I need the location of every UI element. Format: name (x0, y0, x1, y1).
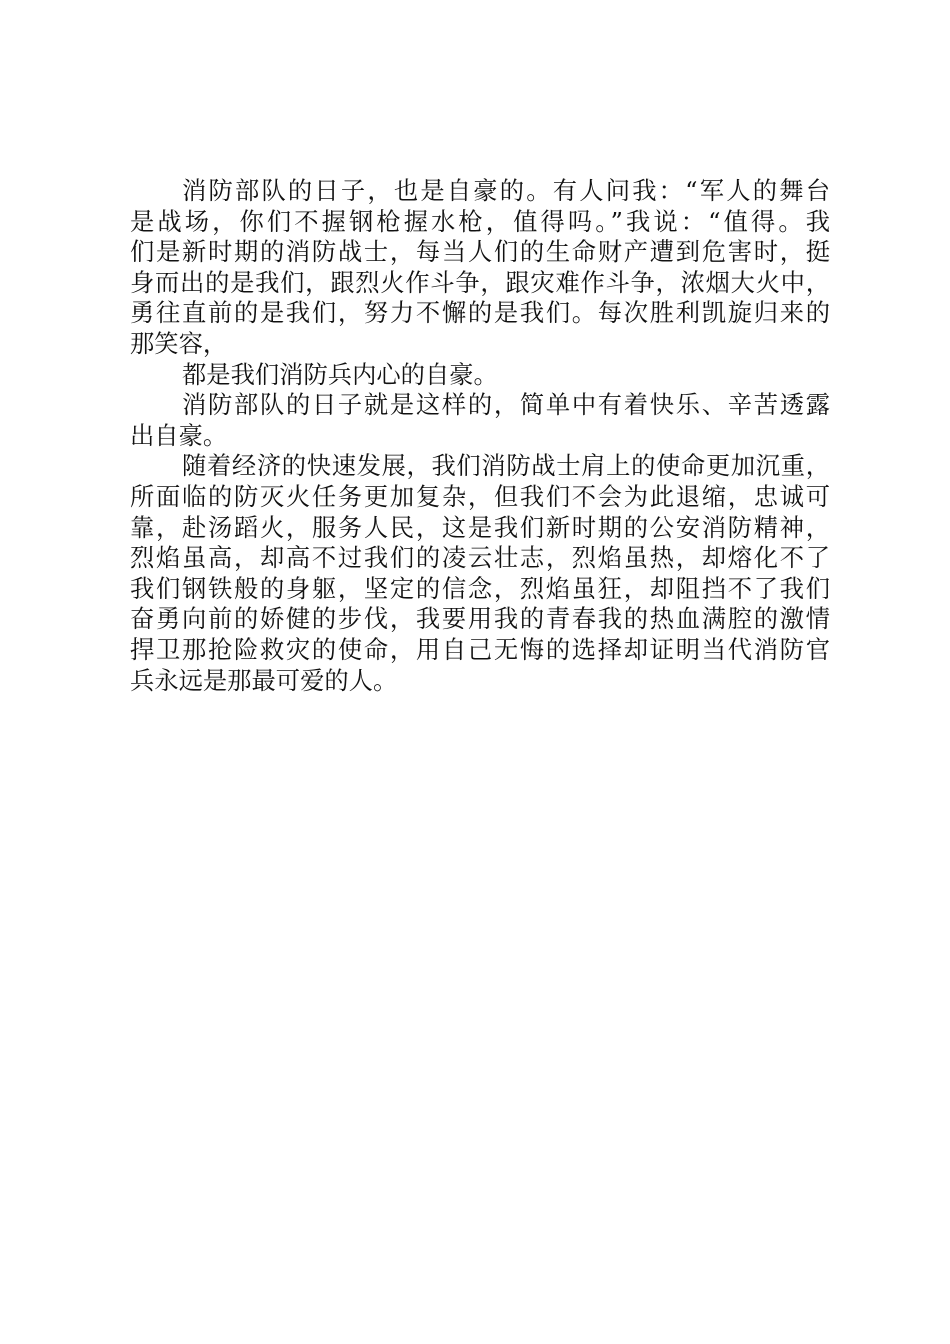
paragraph-line: 所面临的防灭火任务更加复杂，但我们不会为此退缩，忠诚可 (130, 481, 830, 511)
paragraph-line: 靠，赴汤蹈火，服务人民，这是我们新时期的公安消防精神， (130, 512, 830, 542)
paragraph-line: 兵永远是那最可爱的人。 (130, 665, 398, 695)
paragraph-line: 消防部队的日子，也是自豪的。有人问我：“军人的舞台 (182, 176, 830, 205)
document-body (130, 176, 830, 696)
paragraph-line: 烈焰虽高，却高不过我们的凌云壮志，烈焰虽热，却熔化不了 (130, 543, 830, 573)
paragraph-line: 都是我们消防兵内心的自豪。 (182, 359, 498, 389)
paragraph-line: 是战场，你们不握钢枪握水枪，值得吗。”我说：“值得。我 (130, 206, 830, 236)
paragraph-line: 勇往直前的是我们，努力不懈的是我们。每次胜利凯旋归来的 (130, 298, 830, 328)
paragraph-line: 奋勇向前的娇健的步伐，我要用我的青春我的热血满腔的激情 (130, 604, 830, 634)
paragraph-line: 那笑容， (130, 328, 228, 358)
paragraph-line: 随着经济的快速发展，我们消防战士肩上的使命更加沉重， (182, 451, 830, 481)
paragraph-line: 身而出的是我们，跟烈火作斗争，跟灾难作斗争，浓烟大火中， (130, 267, 830, 297)
paragraph-line: 出自豪。 (130, 420, 228, 450)
paragraph-line: 消防部队的日子就是这样的，简单中有着快乐、辛苦透露 (182, 390, 830, 420)
paragraph-line: 们是新时期的消防战士，每当人们的生命财产遭到危害时，挺 (130, 237, 830, 267)
paragraph-line: 我们钢铁般的身躯，坚定的信念，烈焰虽狂，却阻挡不了我们 (130, 573, 830, 603)
paragraph-line: 捍卫那抢险救灾的使命，用自己无悔的选择却证明当代消防官 (130, 634, 830, 664)
